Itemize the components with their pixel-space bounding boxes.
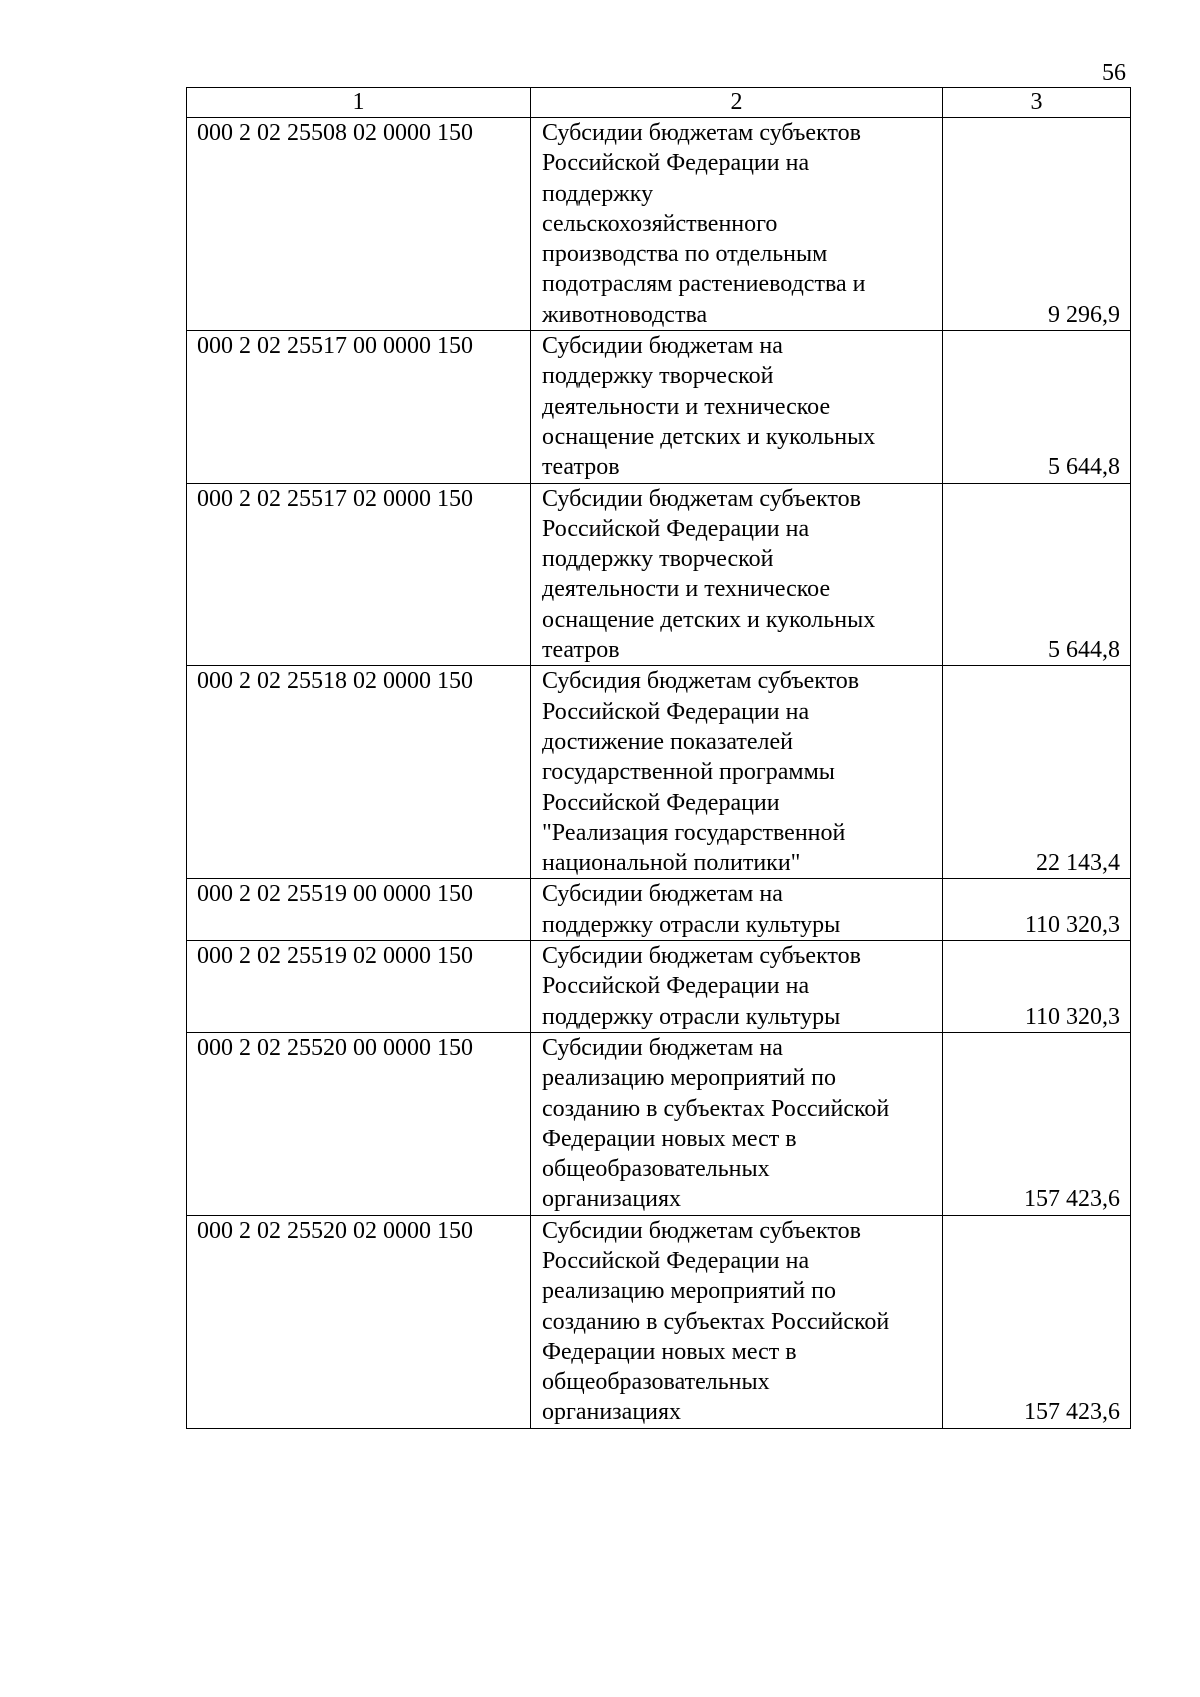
description-line: общеобразовательных (542, 1156, 770, 1183)
description-line: Субсидии бюджетам на (542, 1034, 783, 1061)
amount-cell: 110 320,3 (943, 941, 1131, 1033)
description-line: деятельности и техническое (542, 576, 831, 603)
description-line: организациях (542, 1399, 682, 1426)
description-line: животноводства (542, 301, 708, 328)
budget-code-cell: 000 2 02 25517 02 0000 150 (187, 483, 531, 666)
description-line: государственной программы (542, 759, 835, 786)
description-line: Федерации новых мест в (542, 1125, 797, 1152)
description-line: Российской Федерации на (542, 698, 810, 725)
description-cell (531, 331, 943, 483)
description-line: Российской Федерации на (542, 1247, 810, 1274)
description-line: Российской Федерации на (542, 973, 810, 1000)
description-line: общеобразовательных (542, 1369, 770, 1396)
amount-cell: 5 644,8 (943, 483, 1131, 666)
column-header-3: 3 (943, 88, 1131, 118)
budget-code-cell: 000 2 02 25519 00 0000 150 (187, 879, 531, 941)
description-line: сельскохозяйственного (542, 210, 778, 237)
table-row (187, 879, 1131, 941)
amount-cell: 5 644,8 (943, 331, 1131, 483)
description-line: реализацию мероприятий по (542, 1065, 836, 1092)
description-line: Субсидии бюджетам субъектов (542, 1217, 861, 1244)
description-line: оснащение детских и кукольных (542, 606, 876, 633)
description-line: Российской Федерации на (542, 150, 810, 177)
description-cell (531, 1032, 943, 1215)
table-row (187, 666, 1131, 879)
description-cell (531, 483, 943, 666)
table-header-row (187, 88, 1131, 118)
budget-code-cell: 000 2 02 25518 02 0000 150 (187, 666, 531, 879)
description-cell (531, 879, 943, 941)
column-header-2: 2 (531, 88, 943, 118)
table-row (187, 118, 1131, 331)
description-line: реализацию мероприятий по (542, 1278, 836, 1305)
table-body (187, 118, 1131, 1429)
description-line: театров (542, 637, 620, 664)
budget-code-cell: 000 2 02 25517 00 0000 150 (187, 331, 531, 483)
column-header-1: 1 (187, 88, 531, 118)
amount-cell: 22 143,4 (943, 666, 1131, 879)
description-cell (531, 118, 943, 331)
description-line: Субсидии бюджетам субъектов (542, 943, 861, 970)
description-line: Субсидии бюджетам субъектов (542, 485, 861, 512)
amount-cell: 157 423,6 (943, 1032, 1131, 1215)
description-line: Субсидия бюджетам субъектов (542, 668, 860, 695)
description-line: созданию в субъектах Российской (542, 1095, 890, 1122)
description-line: поддержку творческой (542, 363, 774, 390)
budget-code-cell: 000 2 02 25519 02 0000 150 (187, 941, 531, 1033)
description-line: национальной политики" (542, 850, 801, 877)
description-line: производства по отдельным (542, 241, 828, 268)
description-line: оснащение детских и кукольных (542, 423, 876, 450)
table-row (187, 1032, 1131, 1215)
description-line: достижение показателей (542, 728, 793, 755)
description-line: Субсидии бюджетам субъектов (542, 120, 861, 146)
description-cell (531, 941, 943, 1033)
description-cell (531, 666, 943, 879)
page-number: 56 (1102, 60, 1126, 86)
description-cell (531, 1215, 943, 1428)
budget-code-cell: 000 2 02 25520 00 0000 150 (187, 1032, 531, 1215)
table-row (187, 1215, 1131, 1428)
description-line: поддержку творческой (542, 546, 774, 573)
description-line: поддержку отрасли культуры (542, 911, 841, 938)
description-line: Субсидии бюджетам на (542, 333, 783, 360)
description-line: театров (542, 454, 620, 481)
description-line: поддержку (542, 180, 654, 207)
description-line: деятельности и техническое (542, 393, 831, 420)
description-line: Федерации новых мест в (542, 1338, 797, 1365)
table-row (187, 483, 1131, 666)
description-line: Субсидии бюджетам на (542, 881, 783, 908)
description-line: подотраслям растениеводства и (542, 271, 866, 298)
budget-code-cell: 000 2 02 25508 02 0000 150 (187, 118, 531, 331)
description-line: поддержку отрасли культуры (542, 1003, 841, 1030)
amount-cell: 110 320,3 (943, 879, 1131, 941)
table-row (187, 941, 1131, 1033)
budget-table (186, 87, 1131, 1429)
amount-cell: 9 296,9 (943, 118, 1131, 331)
table-row (187, 331, 1131, 483)
budget-code-cell: 000 2 02 25520 02 0000 150 (187, 1215, 531, 1428)
description-line: Российской Федерации (542, 789, 780, 816)
description-line: Российской Федерации на (542, 515, 810, 542)
amount-cell: 157 423,6 (943, 1215, 1131, 1428)
description-line: "Реализация государственной (542, 819, 846, 846)
description-line: организациях (542, 1186, 682, 1213)
description-line: созданию в субъектах Российской (542, 1308, 890, 1335)
